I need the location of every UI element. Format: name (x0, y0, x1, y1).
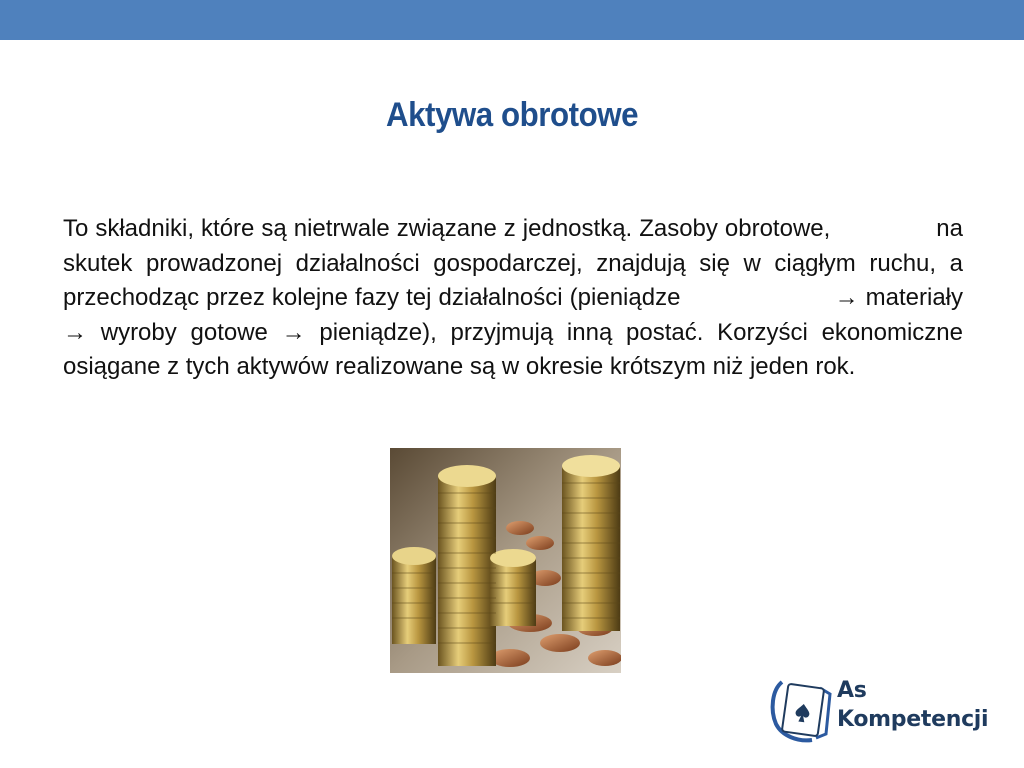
slide-title: Aktywa obrotowe (385, 96, 639, 134)
paragraph-part-2: na skutek prowadzonej działalności gospodarczej, znajdują się w ciągłym ruchu, a przechodząc przez kolejne fazy tej działalności (pieniądze (63, 215, 963, 311)
paragraph-part-3: → materiały → wyroby gotowe → pieniądze), przyjmują inną postać. Korzyści ekonomiczne osiągane z tych aktywów realizowane są w okresie krótszym niż jeden rok. (63, 284, 964, 380)
coins-photo (390, 448, 621, 673)
slide-body-paragraph (63, 212, 963, 385)
paragraph-part-1: To składniki, które są nietrwale związane z jednostką. Zasoby obrotowe, (63, 215, 831, 242)
top-accent-bar (0, 0, 1024, 40)
as-kompetencji-logo (768, 676, 998, 746)
logo-text-line1: As (837, 678, 867, 703)
logo-text-line2: Kompetencji (837, 707, 989, 732)
logo-emblem-icon (768, 676, 832, 746)
